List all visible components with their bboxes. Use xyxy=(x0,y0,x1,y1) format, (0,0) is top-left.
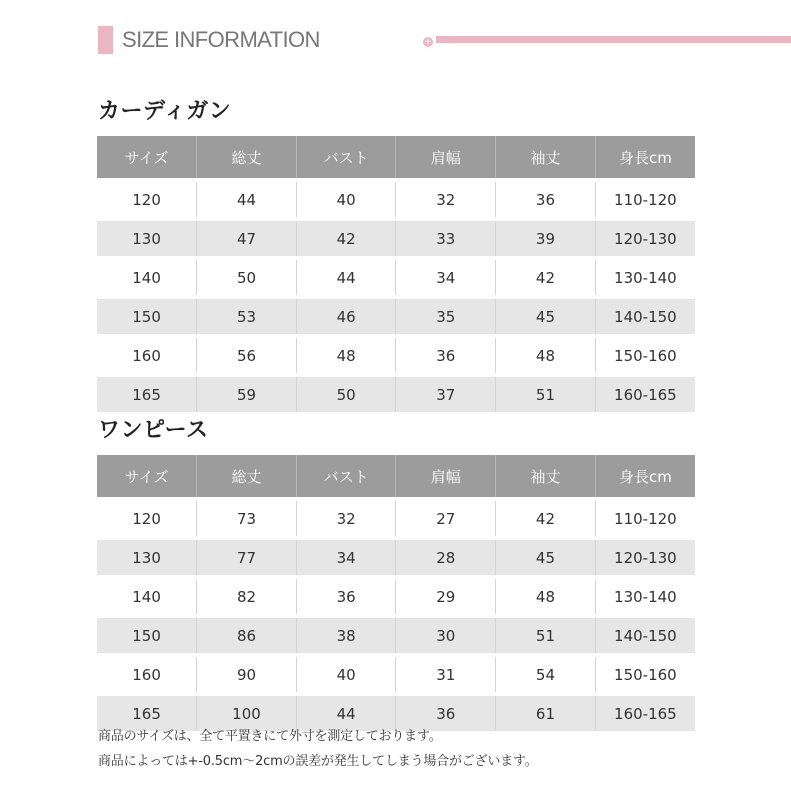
column-header: 身長cm xyxy=(595,136,695,178)
table-cell: 165 xyxy=(97,696,197,731)
table-cell: 150-160 xyxy=(614,665,677,684)
table-row xyxy=(97,299,695,334)
table-cell: 140-150 xyxy=(595,618,695,653)
table-cell: 56 xyxy=(197,338,297,373)
table-cell: 160-165 xyxy=(595,377,695,412)
column-header: 肩幅 xyxy=(396,136,496,178)
table-cell: 45 xyxy=(496,299,596,334)
cardigan-size-table xyxy=(97,136,695,412)
table-cell: 160 xyxy=(97,657,197,692)
onepiece-size-table xyxy=(97,455,695,731)
table-cell: 48 xyxy=(296,338,396,373)
table-cell: 51 xyxy=(496,618,596,653)
table-cell: 120-130 xyxy=(595,540,695,575)
page-title: SIZE INFORMATION xyxy=(122,27,320,52)
table-cell: 130-140 xyxy=(614,587,677,606)
table-cell: 36 xyxy=(296,579,396,614)
table-cell: 160 xyxy=(97,338,197,373)
table-cell: 59 xyxy=(197,377,297,412)
table-cell: 150 xyxy=(97,618,197,653)
table-cell: 120-130 xyxy=(595,221,695,256)
table-cell: 42 xyxy=(296,221,396,256)
table-cell: 35 xyxy=(396,299,496,334)
tolerance-note: 商品によっては+-0.5cm～2cmの誤差が発生してしまう場合がございます。 xyxy=(98,754,538,769)
column-header: サイズ xyxy=(97,455,197,497)
measurement-note: 商品のサイズは、全て平置きにて外寸を測定しております。 xyxy=(98,729,442,744)
table-row xyxy=(97,540,695,575)
table-cell: 33 xyxy=(396,221,496,256)
column-header: バスト xyxy=(296,136,396,178)
table-row xyxy=(97,657,695,692)
table-cell: 40 xyxy=(296,182,396,217)
table-cell: 30 xyxy=(396,618,496,653)
table-cell: 50 xyxy=(296,377,396,412)
table-cell: 140 xyxy=(97,260,197,295)
table-cell: 120 xyxy=(97,501,197,536)
table-cell: 140 xyxy=(97,579,197,614)
table-cell: 48 xyxy=(496,338,596,373)
column-header: 総丈 xyxy=(197,136,297,178)
table-cell: 140-150 xyxy=(595,299,695,334)
table-cell: 44 xyxy=(296,696,396,731)
section-header xyxy=(98,26,696,56)
table-row xyxy=(97,618,695,653)
table-cell: 38 xyxy=(296,618,396,653)
table-row xyxy=(97,377,695,412)
table-cell: 44 xyxy=(296,260,396,295)
onepiece-title: ワンピース xyxy=(98,418,209,443)
table-cell: 82 xyxy=(197,579,297,614)
table-cell: 100 xyxy=(197,696,297,731)
column-header: バスト xyxy=(296,455,396,497)
table-cell: 42 xyxy=(496,260,596,295)
column-header: 身長cm xyxy=(595,455,695,497)
table-cell: 36 xyxy=(496,182,596,217)
table-cell: 110-120 xyxy=(614,509,677,528)
table-cell: 36 xyxy=(396,696,496,731)
column-header: 袖丈 xyxy=(496,455,596,497)
table-cell: 51 xyxy=(496,377,596,412)
table-cell: 37 xyxy=(396,377,496,412)
table-cell: 50 xyxy=(197,260,297,295)
table-cell: 48 xyxy=(496,579,596,614)
table-cell: 130-140 xyxy=(614,268,677,287)
table-cell: 150 xyxy=(97,299,197,334)
table-cell: 44 xyxy=(197,182,297,217)
table-cell: 61 xyxy=(496,696,596,731)
cardigan-title: カーディガン xyxy=(98,99,232,124)
table-cell: 120 xyxy=(97,182,197,217)
column-header: 肩幅 xyxy=(396,455,496,497)
table-cell: 36 xyxy=(396,338,496,373)
table-row xyxy=(97,579,695,614)
table-cell: 28 xyxy=(396,540,496,575)
plus-icon: + xyxy=(424,36,432,47)
table-cell: 39 xyxy=(496,221,596,256)
table-cell: 54 xyxy=(496,657,596,692)
table-header-row xyxy=(97,455,695,497)
table-cell: 32 xyxy=(296,501,396,536)
table-cell: 34 xyxy=(396,260,496,295)
table-header-row xyxy=(97,136,695,178)
table-cell: 29 xyxy=(396,579,496,614)
table-cell: 165 xyxy=(97,377,197,412)
header-accent-bar xyxy=(436,36,791,43)
table-cell: 32 xyxy=(396,182,496,217)
column-header: サイズ xyxy=(97,136,197,178)
table-cell: 45 xyxy=(496,540,596,575)
header-accent-block xyxy=(98,26,113,54)
table-row xyxy=(97,338,695,373)
table-cell: 27 xyxy=(396,501,496,536)
table-cell: 160-165 xyxy=(595,696,695,731)
table-cell: 40 xyxy=(296,657,396,692)
table-cell: 46 xyxy=(296,299,396,334)
table-row xyxy=(97,182,695,217)
table-cell: 31 xyxy=(396,657,496,692)
table-cell: 73 xyxy=(197,501,297,536)
table-cell: 47 xyxy=(197,221,297,256)
table-row xyxy=(97,501,695,536)
table-cell: 53 xyxy=(197,299,297,334)
table-cell: 150-160 xyxy=(614,346,677,365)
table-cell: 110-120 xyxy=(614,190,677,209)
table-cell: 34 xyxy=(296,540,396,575)
column-header: 袖丈 xyxy=(496,136,596,178)
table-cell: 77 xyxy=(197,540,297,575)
table-cell: 90 xyxy=(197,657,297,692)
table-row xyxy=(97,221,695,256)
table-cell: 42 xyxy=(496,501,596,536)
table-cell: 130 xyxy=(97,221,197,256)
table-cell: 130 xyxy=(97,540,197,575)
table-cell: 86 xyxy=(197,618,297,653)
table-row xyxy=(97,260,695,295)
column-header: 総丈 xyxy=(197,455,297,497)
